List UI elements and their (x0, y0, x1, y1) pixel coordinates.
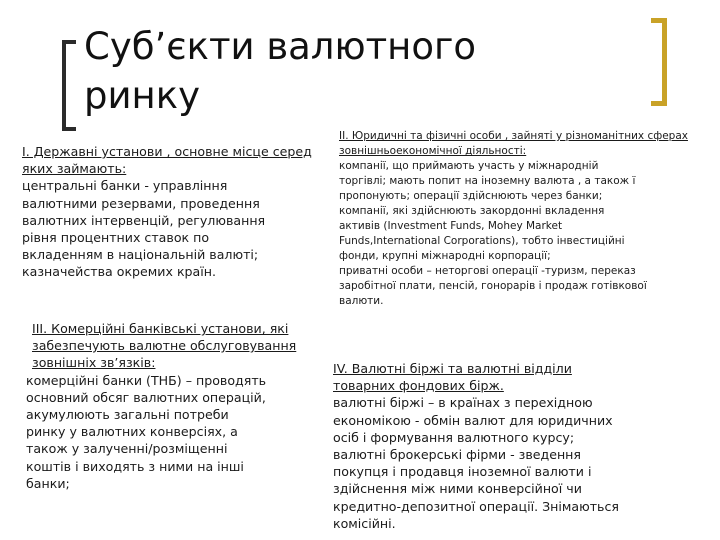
commercial-line: банки; (26, 475, 70, 491)
commercial-line: ринку у валютних конверсіях, а (26, 424, 238, 440)
exchanges-line: здійснення між ними конверсійної чи (333, 481, 582, 497)
persons-line: компанії, що приймають участь у міжнародній (339, 160, 599, 172)
state-line: валютними резервами, проведення (22, 195, 260, 211)
commercial-line: також у залученні/розміщенні (26, 441, 228, 457)
state-line: центральні банки - управління (22, 178, 228, 194)
commercial-banks-block (26, 320, 306, 492)
persons-line: фонди, крупні міжнародні корпорації; (339, 250, 551, 262)
exchanges-line: валютні біржі – в країнах з перехідною (333, 395, 593, 411)
persons-line: компанії, які здійснюють закордонні вкладення (339, 205, 605, 217)
state-line: рівня процентних ставок по (22, 230, 210, 246)
state-institutions-heading: I. Державні установи , основне місце серед яких займають: (22, 144, 312, 177)
state-line: валютних інтервенцій, регулювання (22, 212, 266, 228)
persons-line: торгівлі; мають попит на іноземну валюта , а також ї (339, 175, 636, 187)
state-line: вкладенням в національній валюті; (22, 247, 259, 263)
left-bracket-decoration (62, 40, 76, 131)
currency-exchanges-block (333, 360, 633, 532)
exchanges-line: покупця і продавця іноземної валюти і (333, 464, 592, 480)
commercial-line: коштів і виходять з ними на інші (26, 458, 244, 474)
commercial-banks-heading: III. Комерційні банківські установи, які забезпечують валютне обслуговування зовнішніх зв’язків: (32, 321, 297, 371)
persons-line: Funds,International Corporations), тобто інвестиційні (339, 235, 625, 247)
right-bracket-decoration (651, 18, 667, 106)
exchanges-line: кредитно-депозитної операції. Знімаються (333, 498, 619, 514)
state-line: казначейства окремих країн. (22, 264, 216, 280)
commercial-line: акумулюють загальні потреби (26, 407, 229, 423)
exchanges-line: осіб і формування валютного курсу; (333, 429, 575, 445)
persons-line: заробітної плати, пенсій, гонорарів і продаж готівкової (339, 280, 647, 292)
commercial-line: комерційні банки (ТНБ) – проводять (26, 372, 267, 388)
currency-exchanges-heading: IV. Валютні біржі та валютні відділи товарних фондових бірж. (333, 361, 572, 394)
exchanges-line: економікою - обмін валют для юридичних (333, 412, 613, 428)
persons-line: пропонують; операції здійснюють через банки; (339, 190, 603, 202)
legal-persons-block (339, 129, 701, 309)
state-institutions-block (22, 143, 312, 281)
exchanges-line: валютні брокерські фірми - зведення (333, 447, 581, 463)
persons-line: валюти. (339, 295, 384, 307)
exchanges-line: комісійні. (333, 515, 396, 531)
commercial-line: основний обсяг валютних операцій, (26, 389, 266, 405)
persons-line: приватні особи – неторгові операції -туризм, переказ (339, 265, 636, 277)
slide-title: Суб’єкти валютного ринку (84, 25, 477, 117)
legal-persons-heading: II. Юридичні та фізичні особи , зайняті у різноманітних сферах зовнішньоекономічної діяльності: (339, 130, 688, 157)
persons-line: активів (Investment Funds, Mohey Market (339, 220, 563, 232)
